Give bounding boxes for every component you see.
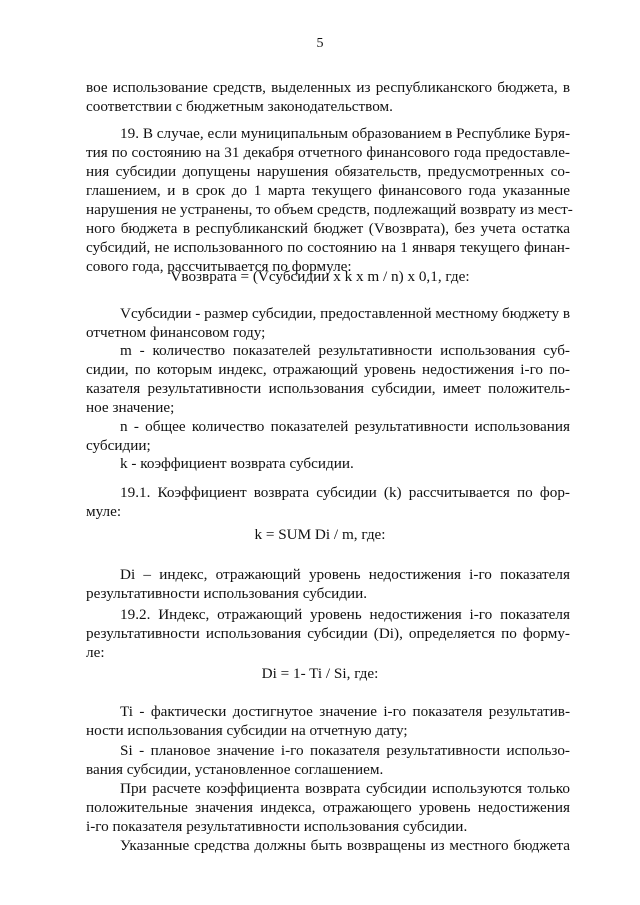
text-line: Vсубсидии - размер субсидии, предоставленной местному бюджету в	[120, 305, 571, 322]
text-line: казателя результативности использования субсидии, имеет положитель-	[86, 380, 570, 397]
text-line: k - коэффициент возврата субсидии.	[120, 455, 354, 472]
text-line: i-го показателя результативности использования субсидии.	[86, 818, 468, 835]
text-line: n - общее количество показателей результативности использования	[120, 418, 570, 435]
text-line: При расчете коэффициента возврата субсидии используются только	[120, 780, 570, 797]
text-line: Указанные средства должны быть возвращены из местного бюджета	[120, 837, 570, 854]
text-line: нарушения не устранены, то объем средств, подлежащий возврату из мест-	[86, 201, 573, 218]
text-line: результативности использования субсидии.	[86, 585, 368, 602]
text-line: 19.1. Коэффициент возврата субсидии (k) рассчитывается по фор-	[120, 484, 570, 501]
text-line: ния субсидии допущены нарушения обязательств, предусмотренных со-	[86, 163, 570, 180]
text-line: Ti - фактически достигнутое значение i-го показателя результатив-	[120, 703, 570, 720]
text-line: 19. В случае, если муниципальным образованием в Республике Буря-	[120, 125, 570, 142]
text-line: субсидии;	[86, 437, 151, 454]
text-line: Di – индекс, отражающий уровень недостижения i-го показателя	[120, 566, 570, 583]
text-line: результативности использования субсидии (Di), определяется по форму-	[86, 625, 570, 642]
text-line: тия по состоянию на 31 декабря отчетного финансового года предоставле-	[86, 144, 570, 161]
text-line: сидии, по которым индекс, отражающий уровень недостижения i-го по-	[86, 361, 570, 378]
text-line: ное значение;	[86, 399, 175, 416]
text-line: вания субсидии, установленное соглашением.	[86, 761, 384, 778]
formula-return-coefficient: k = SUM Di / m, где:	[254, 526, 386, 543]
text-line: муле:	[86, 503, 122, 520]
text-line: ле:	[86, 644, 105, 661]
text-line: субсидий, не использованного по состоянию на 1 января текущего финан-	[86, 239, 570, 256]
text-line: соответствии с бюджетным законодательством.	[86, 98, 393, 115]
text-line: Si - плановое значение i-го показателя результативности использо-	[120, 742, 570, 759]
text-line: ного бюджета в республиканский бюджет (Vвозврата), без учета остатка	[86, 220, 570, 237]
text-line: ности использования субсидии на отчетную дату;	[86, 722, 408, 739]
text-line: сового года, рассчитывается по формуле:	[86, 258, 352, 275]
formula-index: Di = 1- Ti / Si, где:	[261, 665, 379, 682]
text-line: положительные значения индекса, отражающего уровень недостижения	[86, 799, 570, 816]
text-line: вое использование средств, выделенных из республиканского бюджета, в	[86, 79, 570, 96]
text-line: m - количество показателей результативности использования суб-	[120, 342, 570, 359]
text-line: отчетном финансовом году;	[86, 324, 266, 341]
text-line: глашением, и в срок до 1 марта текущего финансового года указанные	[86, 182, 570, 199]
formula-return-volume: Vвозврата = (Vсубсидии x k x m / n) x 0,1, где:	[170, 268, 470, 285]
page-number: 5	[316, 36, 324, 51]
text-line: 19.2. Индекс, отражающий уровень недостижения i-го показателя	[120, 606, 570, 623]
